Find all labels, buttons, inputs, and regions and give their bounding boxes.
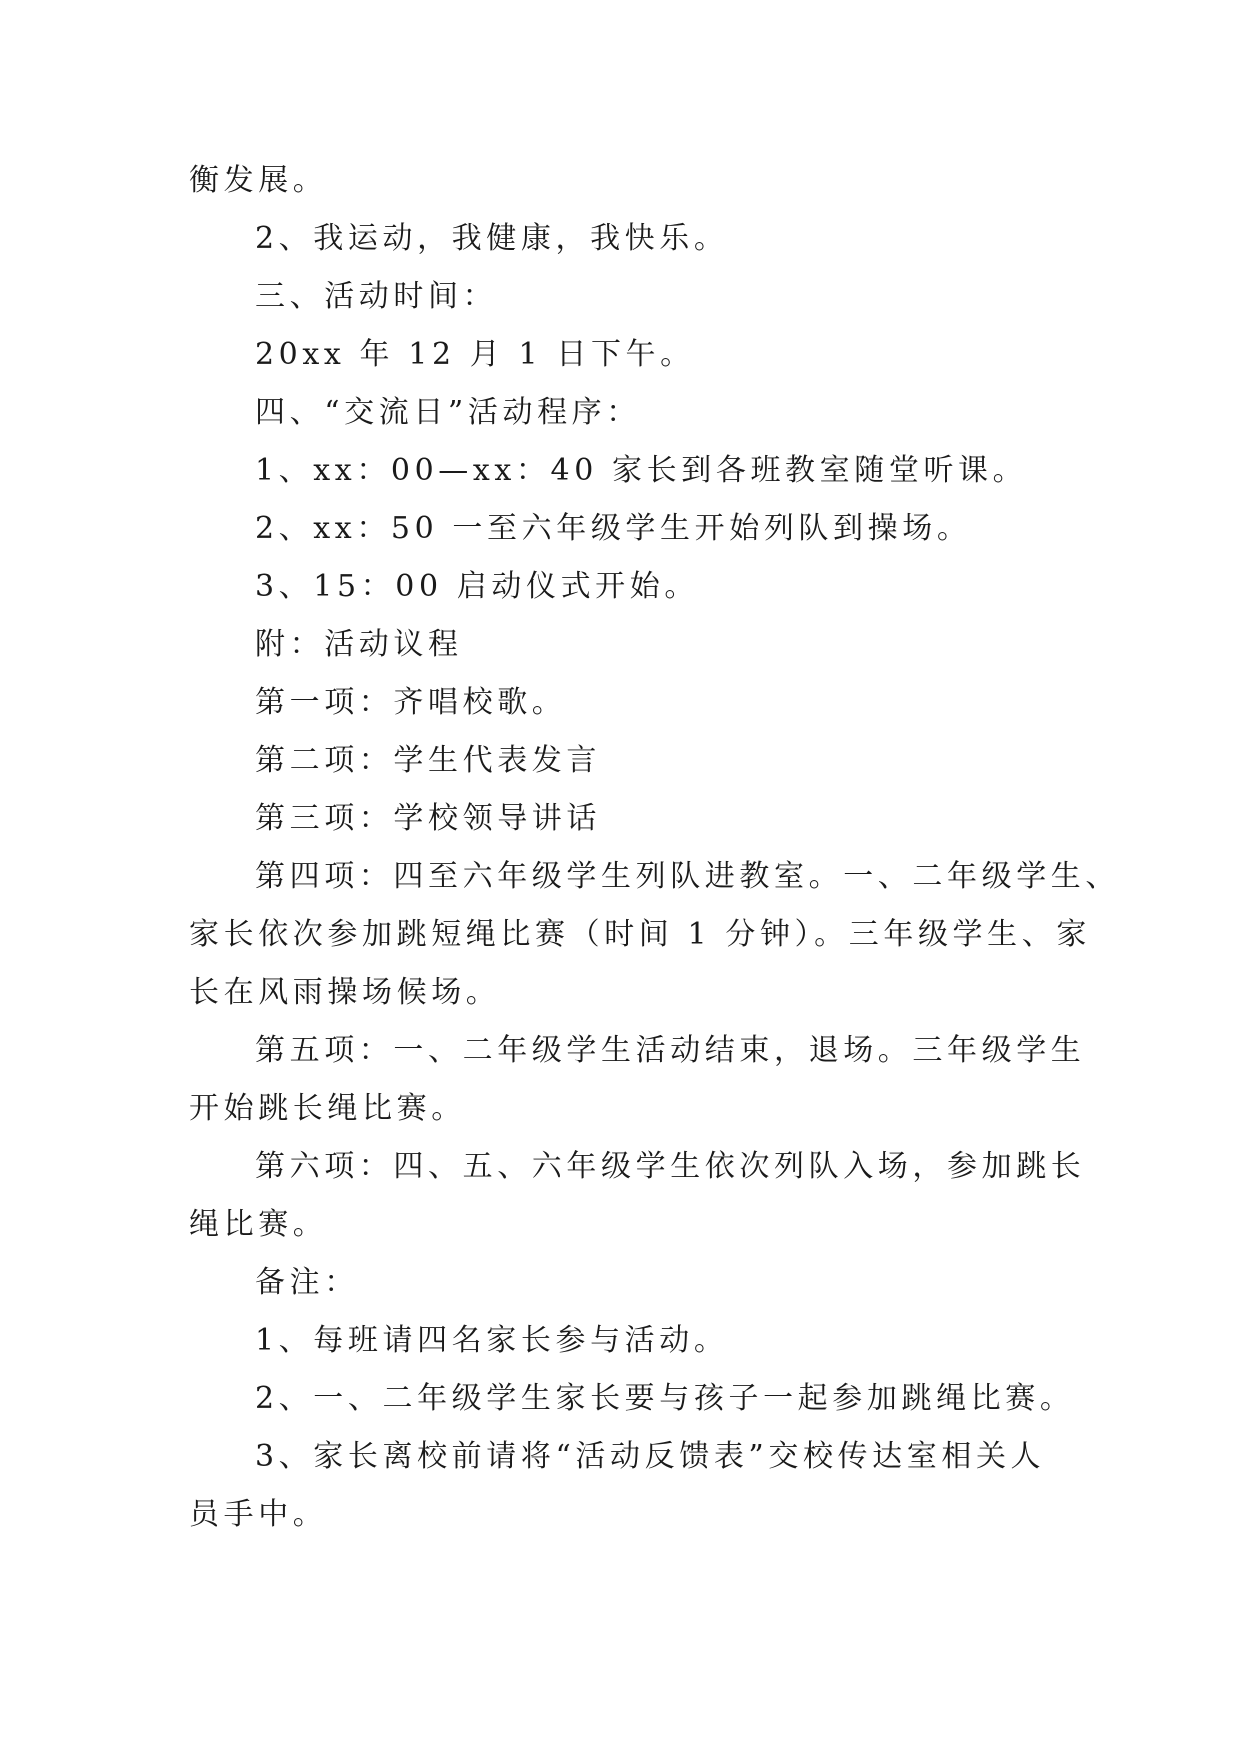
theme-item-2: 2、我运动，我健康，我快乐。	[255, 221, 729, 256]
agenda-heading: 附：活动议程	[255, 627, 463, 662]
agenda-item-2: 第二项：学生代表发言	[255, 743, 601, 778]
activity-date: 20xx 年 12 月 1 日下午。	[255, 337, 695, 372]
agenda-item-1: 第一项：齐唱校歌。	[255, 685, 567, 720]
paragraph-continuation: 衡发展。	[189, 163, 328, 198]
section-heading-procedure: 四、“交流日”活动程序：	[255, 395, 641, 430]
note-item-3-line-1: 3、家长离校前请将“活动反馈表”交校传达室相关人	[255, 1439, 1046, 1474]
note-item-3-line-2: 员手中。	[189, 1497, 328, 1532]
section-heading-time: 三、活动时间：	[255, 279, 498, 314]
agenda-item-6-line-1: 第六项：四、五、六年级学生依次列队入场，参加跳长	[255, 1149, 1086, 1184]
agenda-item-5-line-2: 开始跳长绳比赛。	[189, 1091, 466, 1126]
procedure-item-2: 2、xx：50 一至六年级学生开始列队到操场。	[255, 511, 972, 546]
notes-heading: 备注：	[255, 1265, 359, 1300]
document-body	[189, 152, 1120, 1544]
note-item-2: 2、一、二年级学生家长要与孩子一起参加跳绳比赛。	[255, 1381, 1075, 1416]
note-item-1: 1、每班请四名家长参与活动。	[255, 1323, 729, 1358]
agenda-item-4-line-2: 家长依次参加跳短绳比赛（时间 1 分钟）。三年级学生、家	[189, 917, 1091, 952]
agenda-item-3: 第三项：学校领导讲话	[255, 801, 601, 836]
agenda-item-4-line-1: 第四项：四至六年级学生列队进教室。一、二年级学生、	[255, 859, 1120, 894]
agenda-item-6-line-2: 绳比赛。	[189, 1207, 328, 1242]
agenda-item-4-line-3: 长在风雨操场候场。	[189, 975, 501, 1010]
procedure-item-1: 1、xx：00—xx：40 家长到各班教室随堂听课。	[255, 453, 1028, 488]
agenda-item-5-line-1: 第五项：一、二年级学生活动结束，退场。三年级学生	[255, 1033, 1086, 1068]
procedure-item-3: 3、15：00 启动仪式开始。	[255, 569, 699, 604]
